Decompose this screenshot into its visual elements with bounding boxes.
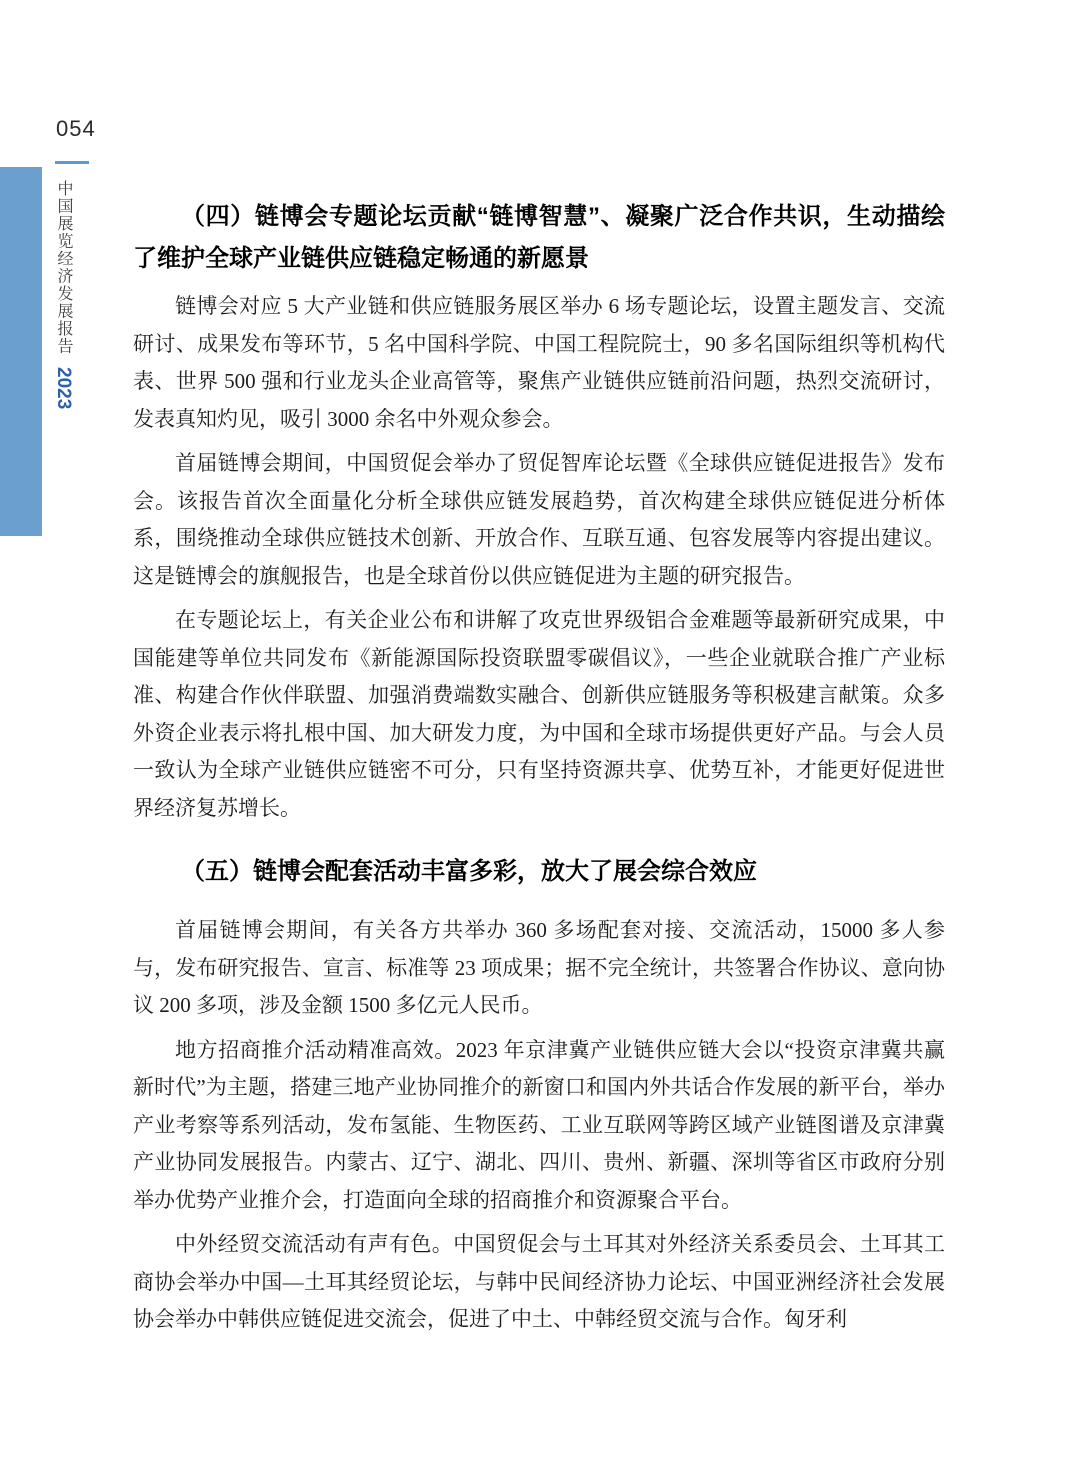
book-title-vertical — [52, 180, 75, 425]
section-heading-5: （五）链博会配套活动丰富多彩，放大了展会综合效应 — [181, 858, 757, 885]
body-paragraph: 地方招商推介活动精准高效。2023 年京津冀产业链供应链大会以“投资京津冀共赢新时代”为主题，搭建三地产业协同推介的新窗口和国内外共话合作发展的新平台，举办产业考察等系列活动，发布氢能、生物医药、工业互联网等跨区域产业链图谱及京津冀产业协同发展报告。内蒙古、辽宁、湖北、四川、贵州、新疆、深圳等省区市政府分别举办优势产业推介会，打造面向全球的招商推介和资源聚合平台。 — [133, 1037, 945, 1212]
book-title-text: 中国展览经济发展报告 — [55, 180, 72, 355]
body-paragraph: 在专题论坛上，有关企业公布和讲解了攻克世界级铝合金难题等最新研究成果，中国能建等单位共同发布《新能源国际投资联盟零碳倡议》，一些企业就联合推广产业标准、构建合作伙伴联盟、加强消费端数实融合、创新供应链服务等积极建言献策。众多外资企业表示将扎根中国、加大研发力度，为中国和全球市场提供更好产品。与会人员一致认为全球产业链供应链密不可分，只有坚持资源共享、优势互补，才能更好促进世界经济复苏增长。 — [133, 608, 945, 820]
main-text-column — [133, 196, 945, 1346]
body-paragraph: 首届链博会期间，中国贸促会举办了贸促智库论坛暨《全球供应链促进报告》发布会。该报告首次全面量化分析全球供应链发展趋势，首次构建全球供应链促进分析体系，围绕推动全球供应链技术创新、开放合作、互联互通、包容发展等内容提出建议。这是链博会的旗舰报告，也是全球首份以供应链促进为主题的研究报告。 — [133, 451, 945, 588]
body-paragraph: 链博会对应 5 大产业链和供应链服务展区举办 6 场专题论坛，设置主题发言、交流研讨、成果发布等环节，5 名中国科学院、中国工程院院士，90 多名国际组织等机构代表、世界 500 强和行业龙头企业高管等，聚焦产业链供应链前沿问题，热烈交流研讨，发表真知灼见，吸引 3000 余名中外观众参会。 — [133, 294, 945, 431]
book-title-year: 2023 — [53, 366, 74, 409]
body-paragraph: 首届链博会期间，有关各方共举办 360 多场配套对接、交流活动，15000 多人参与，发布研究报告、宣言、标准等 23 项成果；据不完全统计，共签署合作协议、意向协议 200 多项，涉及金额 1500 多亿元人民币。 — [133, 918, 945, 1017]
section-heading-4: （四）链博会专题论坛贡献“链博智慧”、凝聚广泛合作共识，生动描绘了维护全球产业链供应链稳定畅通的新愿景 — [133, 203, 945, 272]
body-paragraph: 中外经贸交流活动有声有色。中国贸促会与土耳其对外经济关系委员会、土耳其工商协会举办中国—土耳其经贸论坛，与韩中民间经济协力论坛、中国亚洲经济社会发展协会举办中韩供应链促进交流会，促进了中土、中韩经贸交流与合作。匈牙利 — [133, 1232, 945, 1331]
side-color-strip — [0, 167, 42, 536]
page-number: 054 — [56, 116, 96, 141]
header-rule — [55, 161, 89, 164]
